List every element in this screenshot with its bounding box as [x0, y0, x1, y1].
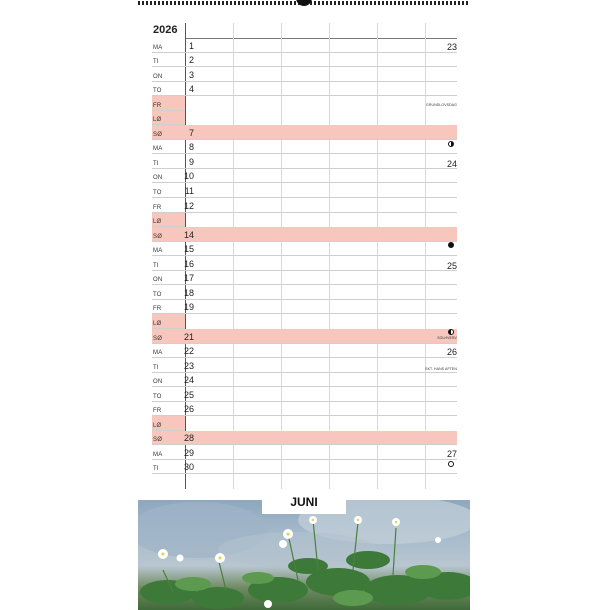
day-number: 22: [183, 346, 194, 357]
weekday-abbr: ON: [153, 175, 163, 182]
week-number: 27: [446, 449, 457, 459]
holiday-note: SOLHVERV: [437, 336, 457, 340]
day-row: [152, 445, 457, 460]
day-row: [152, 460, 457, 475]
weekday-abbr: SØ: [153, 335, 163, 342]
weekday-abbr: TO: [153, 393, 162, 400]
day-row: [152, 344, 457, 359]
day-row: [152, 271, 457, 286]
holiday-note: SKT. HANS AFTEN: [425, 367, 457, 371]
day-number: 1: [188, 40, 194, 51]
weekday-abbr: ON: [153, 73, 163, 80]
month-label: JUNI: [262, 490, 346, 514]
day-number: 19: [183, 302, 194, 313]
day-number: 9: [188, 156, 194, 167]
weekday-abbr: FR: [153, 102, 162, 109]
weekday-abbr: SØ: [153, 131, 163, 138]
day-row: [152, 67, 457, 82]
weekday-abbr: FR: [153, 306, 162, 313]
day-row: [152, 125, 457, 140]
weekday-abbr: TO: [153, 190, 162, 197]
day-number: 18: [183, 287, 194, 298]
weekday-abbr: TO: [153, 291, 162, 298]
day-row: [152, 300, 457, 315]
day-row: [152, 198, 457, 213]
weekday-abbr: TO: [153, 88, 162, 95]
day-row: [152, 358, 457, 373]
day-number: 11: [184, 186, 194, 197]
day-row: [152, 329, 457, 344]
weekday-abbr: ON: [153, 277, 163, 284]
day-row: [152, 82, 457, 97]
day-number: 28: [183, 433, 194, 444]
day-number: 15: [183, 244, 194, 255]
day-row: [152, 402, 457, 417]
day-row: [152, 387, 457, 402]
year-label: 2026: [153, 24, 178, 36]
day-row: [152, 96, 185, 111]
day-number: 21: [183, 331, 194, 342]
day-number: 12: [183, 200, 194, 211]
day-row: [152, 111, 185, 126]
week-number: 24: [446, 159, 457, 169]
weekday-abbr: SØ: [153, 233, 163, 240]
day-number: 30: [183, 462, 194, 473]
day-number: 26: [183, 404, 194, 415]
weekday-abbr: TI: [153, 262, 159, 269]
day-row: [152, 431, 457, 446]
day-number: 2: [188, 55, 194, 66]
day-number: 8: [188, 142, 194, 153]
weekday-abbr: TI: [153, 59, 159, 66]
weekday-abbr: FR: [153, 408, 162, 415]
day-number: 24: [183, 375, 194, 386]
weekday-abbr: MA: [153, 248, 163, 255]
week-number: 26: [446, 347, 457, 357]
weekday-abbr: MA: [153, 44, 163, 51]
weekday-abbr: LØ: [153, 320, 162, 327]
week-number: 25: [446, 261, 457, 271]
day-row: [152, 154, 457, 169]
day-number: 23: [183, 360, 194, 371]
strawberry-flower-photo: [138, 500, 470, 610]
day-number: 10: [183, 171, 194, 182]
day-number: 3: [188, 69, 194, 80]
day-number: 25: [183, 389, 194, 400]
new-moon-icon: [448, 242, 454, 248]
day-number: 29: [183, 447, 194, 458]
day-row: [152, 314, 185, 329]
weekday-abbr: SØ: [153, 437, 163, 444]
day-row: [152, 53, 457, 68]
day-number: 7: [188, 127, 194, 138]
holiday-note: GRUNDLOVSDAG: [426, 103, 457, 107]
weekday-abbr: TI: [153, 160, 159, 167]
weekday-abbr: TI: [153, 364, 159, 371]
day-row: [152, 373, 457, 388]
day-number: 17: [183, 273, 194, 284]
day-row: [152, 169, 457, 184]
weekday-abbr: ON: [153, 379, 163, 386]
weekday-abbr: FR: [153, 204, 162, 211]
day-number: 16: [183, 258, 194, 269]
week-number: 23: [446, 42, 457, 52]
day-row: [152, 242, 457, 257]
day-row: [152, 38, 457, 53]
day-number: 4: [188, 84, 194, 95]
weekday-abbr: LØ: [153, 422, 162, 429]
day-row: [152, 256, 457, 271]
weekday-abbr: MA: [153, 451, 163, 458]
last-quarter-moon-icon: [448, 141, 454, 147]
weekday-abbr: MA: [153, 350, 163, 357]
weekday-abbr: LØ: [153, 219, 162, 226]
day-row: [152, 184, 457, 199]
day-row: [152, 140, 457, 155]
day-number: 14: [183, 229, 194, 240]
weekday-abbr: TI: [153, 466, 159, 473]
photo-illustration: [138, 500, 470, 610]
weekday-abbr: LØ: [153, 117, 162, 124]
day-row: [152, 416, 185, 431]
day-row: [152, 227, 457, 242]
day-row: [152, 213, 185, 228]
first-quarter-moon-icon: [448, 329, 454, 335]
day-row: [152, 285, 457, 300]
weekday-abbr: MA: [153, 146, 163, 153]
full-moon-icon: [448, 461, 454, 467]
